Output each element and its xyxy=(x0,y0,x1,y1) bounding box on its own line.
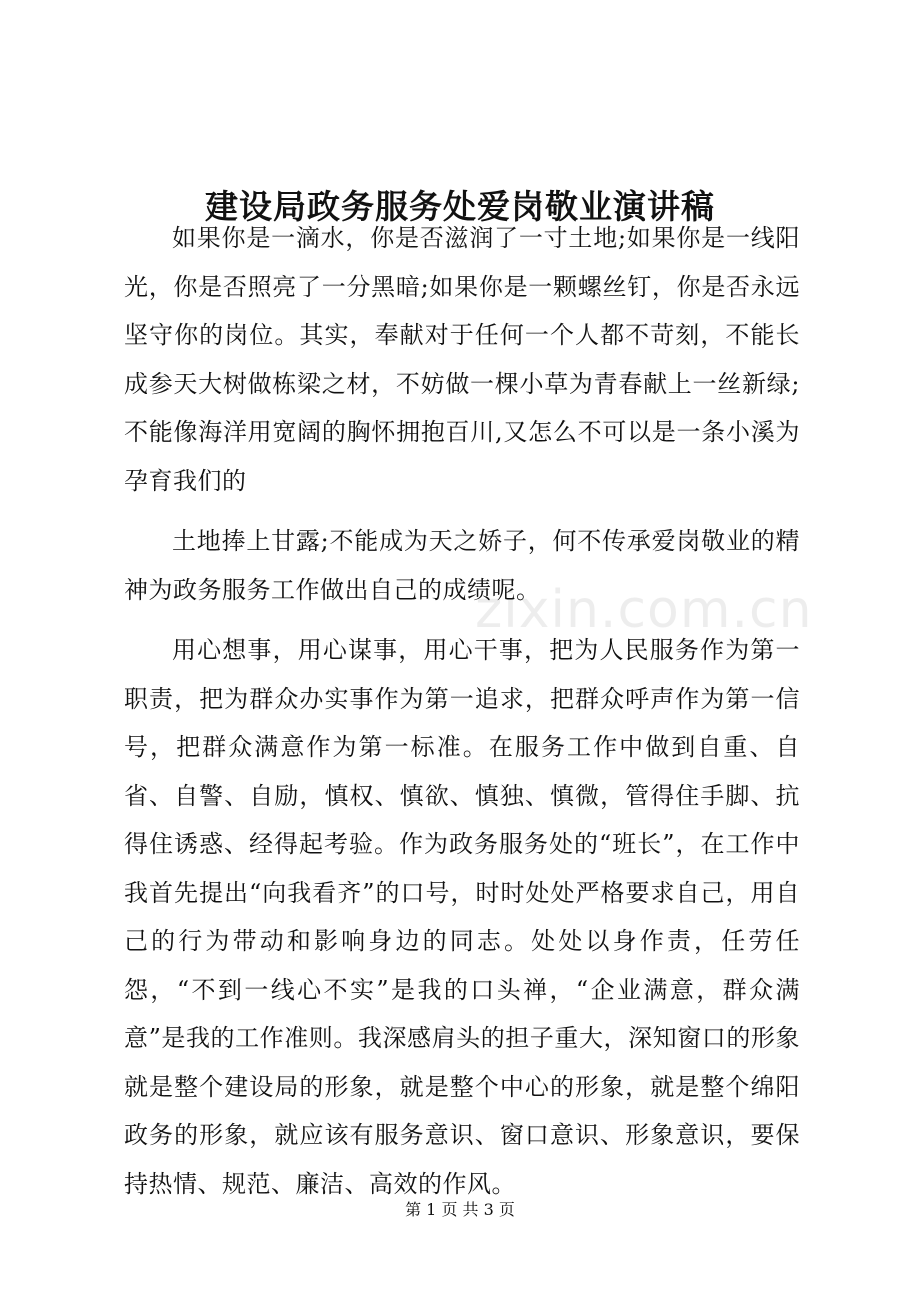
paragraph-3: 用心想事，用心谋事，用心干事，把为人民服务作为第一职责，把为群众办实事作为第一追求，把群众呼声作为第一信号，把群众满意作为第一标准。在服务工作中做到自重、自省、自警、自励，慎权、慎欲、慎独、慎微，管得住手脚、抗得住诱惑、经得起考验。作为政务服务处的“班长”，在工作中我首先提出“向我看齐”的口号，时时处处严格要求自己，用自己的行为带动和影响身边的同志。处处以身作责，任劳任怨，“不到一线心不实”是我的口头禅，“企业满意，群众满意”是我的工作准则。我深感肩头的担子重大，深知窗口的形象就是整个建设局的形象，就是整个中心的形象，就是整个绵阳政务的形象，就应该有服务意识、窗口意识、形象意识，要保持热情、规范、廉洁、高效的作风。 xyxy=(124,636,800,1198)
watermark: zixin.com.cn xyxy=(475,580,813,640)
paragraph-1: 如果你是一滴水，你是否滋润了一寸土地;如果你是一线阳光，你是否照亮了一分黑暗;如果你是一颗螺丝钉，你是否永远坚守你的岗位。其实，奉献对于任何一个人都不苛刻，不能长成参天大树做栋梁之材，不妨做一棵小草为青春献上一丝新绿;不能像海洋用宽阔的胸怀拥抱百川,又怎么不可以是一条小溪为孕育我们的 xyxy=(124,224,800,495)
page-footer: 第 1 页 共 3 页 xyxy=(405,1200,515,1219)
page-title: 建设局政务服务处爱岗敬业演讲稿 xyxy=(205,187,715,227)
document-body xyxy=(124,214,800,1208)
paragraph-2: 土地捧上甘露;不能成为天之娇子，何不传承爱岗敬业的精神为政务服务工作做出自己的成绩呢。 xyxy=(124,527,800,604)
